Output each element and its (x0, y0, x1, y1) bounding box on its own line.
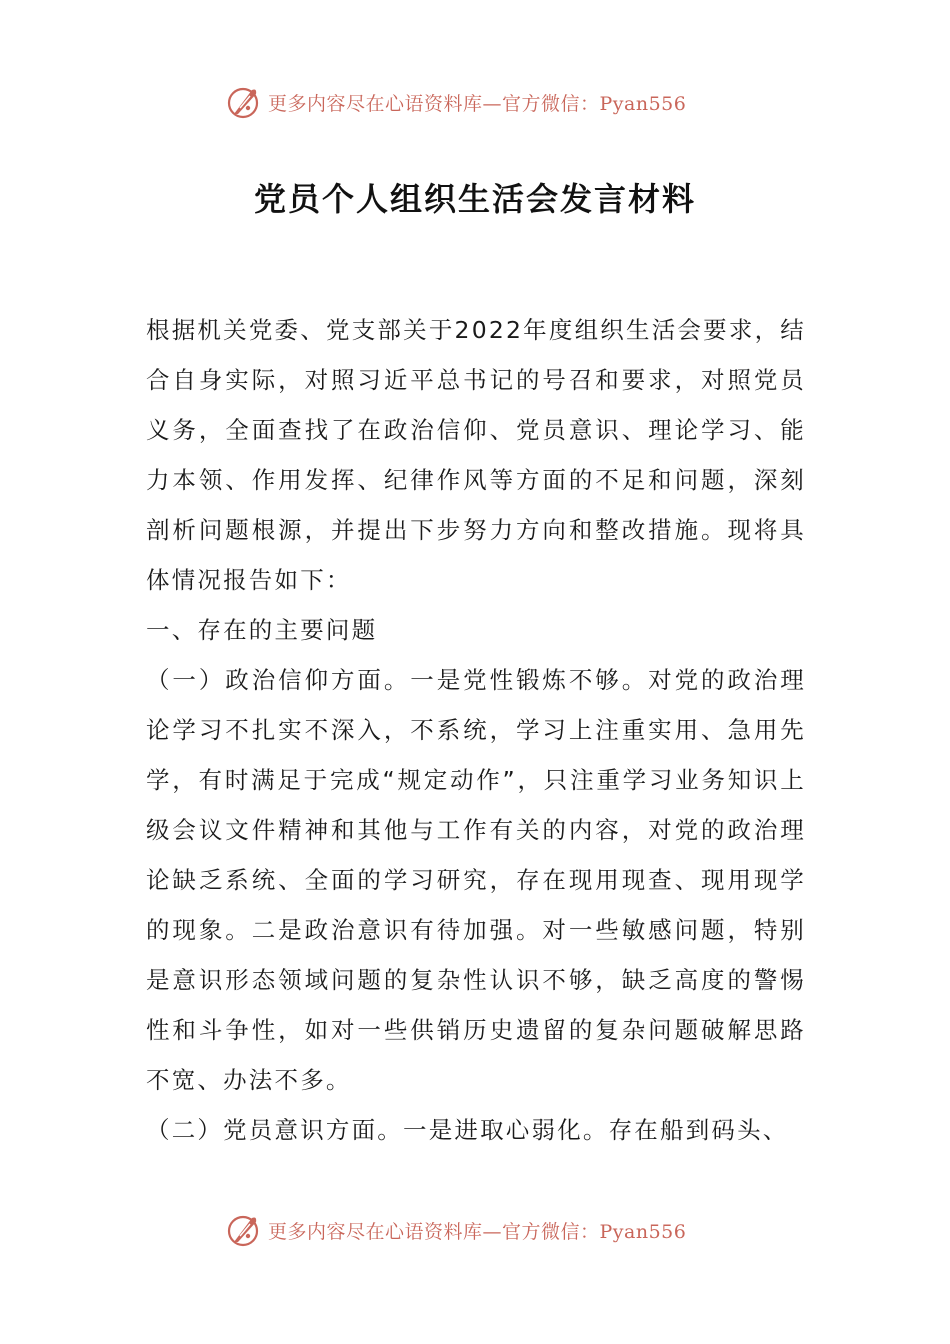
quill-logo-icon (226, 1212, 262, 1248)
paragraph-party-awareness: （二）党员意识方面。一是进取心弱化。存在船到码头、 (146, 1116, 789, 1144)
paragraph-political-belief: （一）政治信仰方面。一是党性锻炼不够。对党的政治理论学习不扎实不深入，不系统，学习上注重实用、急用先学，有时满足于完成“规定动作”，只注重学习业务知识上级会议文件精神和其他与工作有关的内容，对党的政治理论缺乏系统、全面的学习研究，存在现用现查、现用现学的现象。二是政治意识有待加强。对一些敏感问题，特别是意识形态领域问题的复杂性认识不够，缺乏高度的警惕性和斗争性，如对一些供销历史遗留的复杂问题破解思路不宽、办法不多。 (146, 666, 806, 1094)
quill-logo-icon (226, 84, 262, 120)
watermark-banner-bottom (226, 1210, 746, 1250)
watermark-text: 更多内容尽在心语资料库—官方微信：Pyan556 (268, 92, 687, 115)
document-body (146, 305, 806, 1155)
watermark-banner-top (226, 82, 746, 122)
paragraph-intro: 根据机关党委、党支部关于2022年度组织生活会要求，结合自身实际，对照习近平总书记的号召和要求，对照党员义务，全面查找了在政治信仰、党员意识、理论学习、能力本领、作用发挥、纪律作风等方面的不足和问题，深刻剖析问题根源，并提出下步努力方向和整改措施。现将具体情况报告如下： (146, 316, 806, 594)
document-title: 党员个人组织生活会发言材料 (253, 180, 696, 218)
section-heading: 一、存在的主要问题 (146, 616, 378, 644)
watermark-text: 更多内容尽在心语资料库—官方微信：Pyan556 (268, 1220, 687, 1243)
